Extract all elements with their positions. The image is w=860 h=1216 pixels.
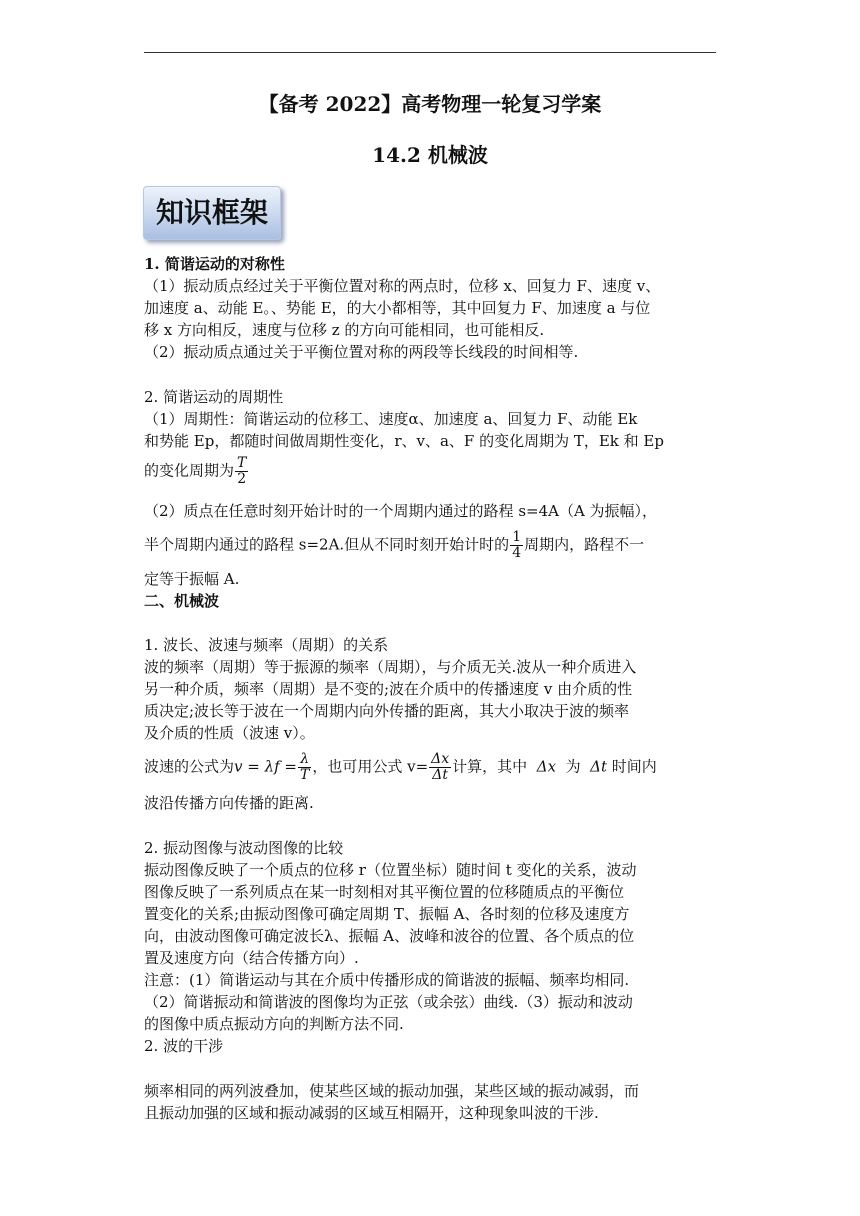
- paragraph-line: 向，由波动图像可确定波长λ、振幅 A、波峰和波谷的位置、各个质点的位: [144, 927, 635, 945]
- fraction-numerator: 1: [512, 529, 522, 545]
- formula-text: v = λf =: [234, 757, 297, 776]
- paragraph-line: 和势能 Ep，都随时间做周期性变化，r、v、a、F 的变化周期为 T，Ek 和 Ep: [144, 432, 664, 450]
- paragraph-line: 移 x 方向相反，速度与位移 z 的方向可能相同，也可能相反.: [144, 321, 545, 339]
- section-heading: 二、机械波: [144, 592, 220, 610]
- subsection-heading: 2. 波的干涉: [144, 1037, 224, 1055]
- paragraph-line: 加速度 a、动能 E。、势能 E，的大小都相等，其中回复力 F、加速度 a 与位: [144, 299, 651, 317]
- knowledge-framework-badge: 知识框架: [143, 186, 281, 240]
- paragraph-line: 置及速度方向（结合传播方向）.: [144, 949, 359, 967]
- paragraph-line: 且振动加强的区域和振动减弱的区域互相隔开，这种现象叫波的干涉.: [144, 1104, 599, 1122]
- paragraph-line: 的图像中质点振动方向的判断方法不同.: [144, 1015, 404, 1033]
- text-span: ，也可用公式 v=: [312, 757, 429, 776]
- paragraph-line: [144, 456, 718, 487]
- fraction-numerator: T: [237, 455, 247, 471]
- formula-line: [144, 752, 718, 783]
- paragraph-line: 波的频率（周期）等于振源的频率（周期），与介质无关.波从一种介质进入: [144, 658, 637, 676]
- fraction-denominator: T: [300, 767, 310, 783]
- paragraph-line: 振动图像反映了一个质点的位移 r（位置坐标）随时间 t 变化的关系，波动: [144, 861, 637, 879]
- fraction-lambda-over-t: [298, 752, 311, 783]
- paragraph-line: 波沿传播方向传播的距离.: [144, 794, 314, 812]
- paragraph-line: 定等于振幅 A.: [144, 570, 240, 588]
- paragraph-line: （2）振动质点通过关于平衡位置对称的两段等长线段的时间相等.: [144, 343, 579, 361]
- fraction-t-over-2: [235, 456, 248, 487]
- formula-text: Δt: [590, 757, 608, 776]
- paragraph-line: 另一种介质，频率（周期）是不变的;波在介质中的传播速度 v 由介质的性: [144, 680, 633, 698]
- formula-text: Δx: [536, 757, 557, 776]
- subsection-heading: 2. 振动图像与波动图像的比较: [144, 839, 344, 857]
- fraction-denominator: 4: [512, 545, 522, 561]
- fraction-numerator: λ: [298, 752, 311, 768]
- paragraph-line: （1）周期性：简谐运动的位移工、速度α、加速度 a、回复力 F、动能 Ek: [144, 410, 638, 428]
- text-span: 波速的公式为: [144, 757, 235, 776]
- paragraph-line: （2）质点在任意时刻开始计时的一个周期内通过的路程 s=4A（A 为振幅），: [144, 502, 658, 520]
- paragraph-line: 注意：(1）简谐运动与其在介质中传播形成的简谐波的振幅、频率均相同.: [144, 971, 630, 989]
- text-span: 时间内: [611, 757, 657, 776]
- paragraph-line: 图像反映了一系列质点在某一时刻相对其平衡位置的位移随质点的平衡位: [144, 883, 625, 901]
- text-span: 半个周期内通过的路程 s=2A.但从不同时刻开始计时的: [144, 535, 510, 554]
- text-span: 的变化周期为: [144, 461, 235, 480]
- paragraph-line: 及介质的性质（波速 v）。: [144, 724, 315, 742]
- text-span: 为: [565, 757, 581, 776]
- text-span: 计算，其中: [452, 757, 528, 776]
- paragraph-line: （1）振动质点经过关于平衡位置对称的两点时，位移 x、回复力 F、速度 v、: [144, 277, 661, 295]
- fraction-dx-over-dt: [429, 752, 451, 783]
- fraction-denominator: 2: [237, 471, 247, 487]
- subsection-heading: 1. 波长、波速与频率（周期）的关系: [144, 636, 389, 654]
- fraction-1-over-4: [510, 530, 523, 561]
- document-subtitle: 14.2 机械波: [372, 143, 488, 167]
- section-heading: 2. 简谐运动的周期性: [144, 388, 284, 406]
- paragraph-line: 置变化的关系;由振动图像可确定周期 T、振幅 A、各时刻的位移及速度方: [144, 905, 630, 923]
- document-title: 【备考 2022】高考物理一轮复习学案: [258, 92, 602, 116]
- fraction-numerator: Δx: [431, 751, 450, 767]
- paragraph-line: 频率相同的两列波叠加，使某些区域的振动加强，某些区域的振动减弱，而: [144, 1082, 640, 1100]
- paragraph-line: （2）简谐振动和简谐波的图像均为正弦（或余弦）曲线.（3）振动和波动: [144, 993, 633, 1011]
- header-rule: [144, 52, 716, 53]
- fraction-denominator: Δt: [432, 767, 449, 783]
- text-span: 周期内，路程不一: [524, 535, 645, 554]
- section-heading: 1. 简谐运动的对称性: [144, 255, 285, 273]
- paragraph-line: [144, 530, 718, 561]
- paragraph-line: 质决定;波长等于波在一个周期内向外传播的距离，其大小取决于波的频率: [144, 702, 630, 720]
